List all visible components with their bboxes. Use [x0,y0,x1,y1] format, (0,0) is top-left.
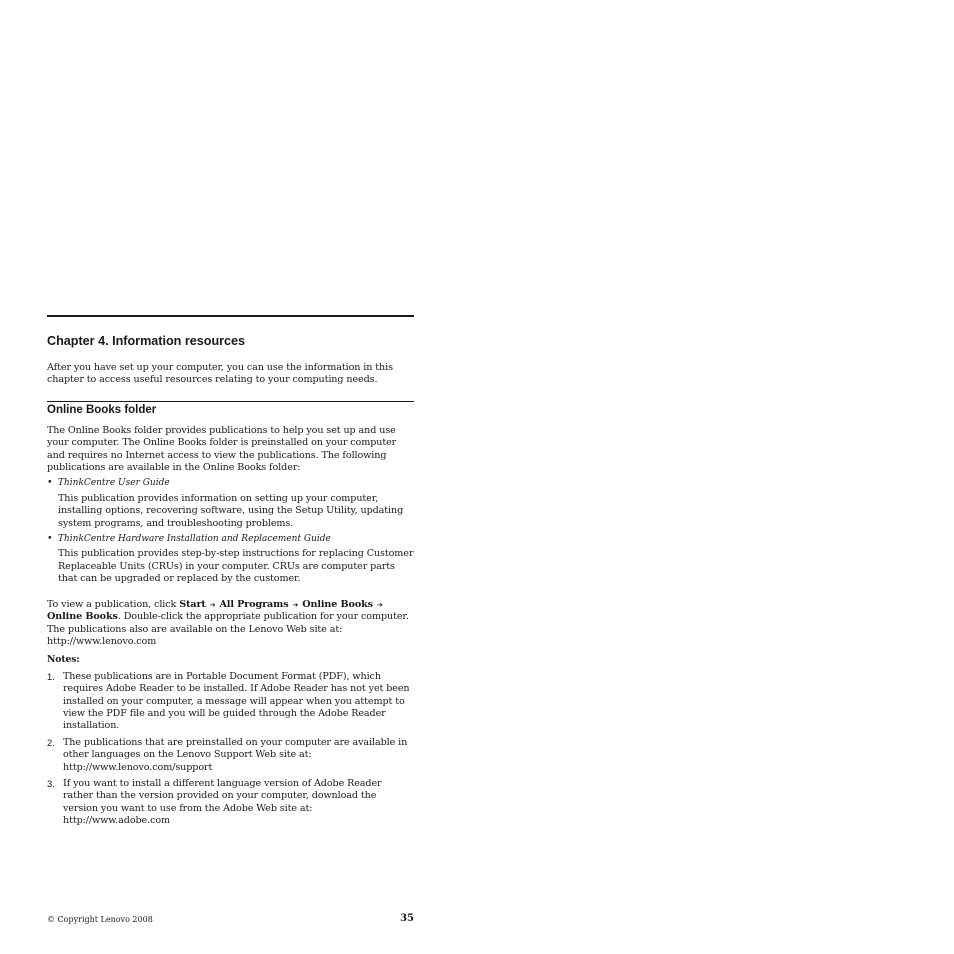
menu-path-start: Start [179,598,206,610]
view-instructions: To view a publication, click Start ➔ All Programs ➔ Online Books ➔ Online Books. Double-click the appropriate publication for your computer. The publications also are available on the Lenovo Web site at: http://www.lenovo.com [47,598,409,647]
arrow-right-icon: ➔ [292,600,299,609]
adobe-url: http://www.adobe.com [63,815,171,827]
note-item [47,737,414,774]
menu-path-all-programs: All Programs [219,598,289,610]
publication-title: ThinkCentre User Guide [58,478,170,489]
chapter-intro: After you have set up your computer, you can use the information in this chapter to access useful resources relating to your computing needs. [47,362,393,386]
section-rule [47,401,414,402]
chapter-title: Chapter 4. Information resources [47,334,246,348]
bullet-icon: • [47,477,53,489]
menu-path-online-books: Online Books [302,598,373,610]
menu-path-online-books-final: Online Books [47,611,118,623]
arrow-right-icon: ➔ [209,600,216,609]
note-number: 2. [47,736,55,748]
section-title: Online Books folder [47,403,157,416]
lenovo-url: http://www.lenovo.com [47,635,157,647]
bullet-icon: • [47,533,53,545]
publication-description: This publication provides information on setting up your computer, installing options, recovering software, using the Setup Utility, updating system programs, and troubleshooting problems. [58,492,404,529]
note-item [47,671,414,733]
publication-item [47,477,414,530]
publication-title: ThinkCentre Hardware Installation and Replacement Guide [58,534,331,545]
page-number: 35 [400,913,414,924]
lenovo-support-url: http://www.lenovo.com/support [63,761,213,773]
page-content [47,315,414,828]
note-text: These publications are in Portable Document Format (PDF), which requires Adobe Reader to be installed. If Adobe Reader has not yet been installed on your computer, a message will appear when you attempt to view the PDF file and you will be guided through the Adobe Reader installation. [63,670,410,732]
copyright-footer: © Copyright Lenovo 2008 [47,915,153,924]
arrow-right-icon: ➔ [376,600,383,609]
section-intro: The Online Books folder provides publications to help you set up and use your computer. The Online Books folder is preinstalled on your computer and requires no Internet access to view the publications. The following publications are available in the Online Books folder: [47,424,397,474]
note-text: The publications that are preinstalled on your computer are available in other languages on the Lenovo Support Web site at: http://www.lenovo.com/support [63,736,408,773]
chapter-rule [47,315,414,317]
notes-label: Notes: [47,654,80,666]
note-number: 3. [47,777,55,789]
publication-description: This publication provides step-by-step instructions for replacing Customer Replaceable Units (CRUs) in your computer. CRUs are computer parts that can be upgraded or replaced by the customer. [58,548,414,585]
note-number: 1. [47,670,55,682]
note-text: If you want to install a different language version of Adobe Reader rather than the version provided on your computer, download the version you want to use from the Adobe Web site at: http://www.adobe.com [63,777,382,827]
publication-item [47,533,414,586]
note-item [47,778,414,828]
